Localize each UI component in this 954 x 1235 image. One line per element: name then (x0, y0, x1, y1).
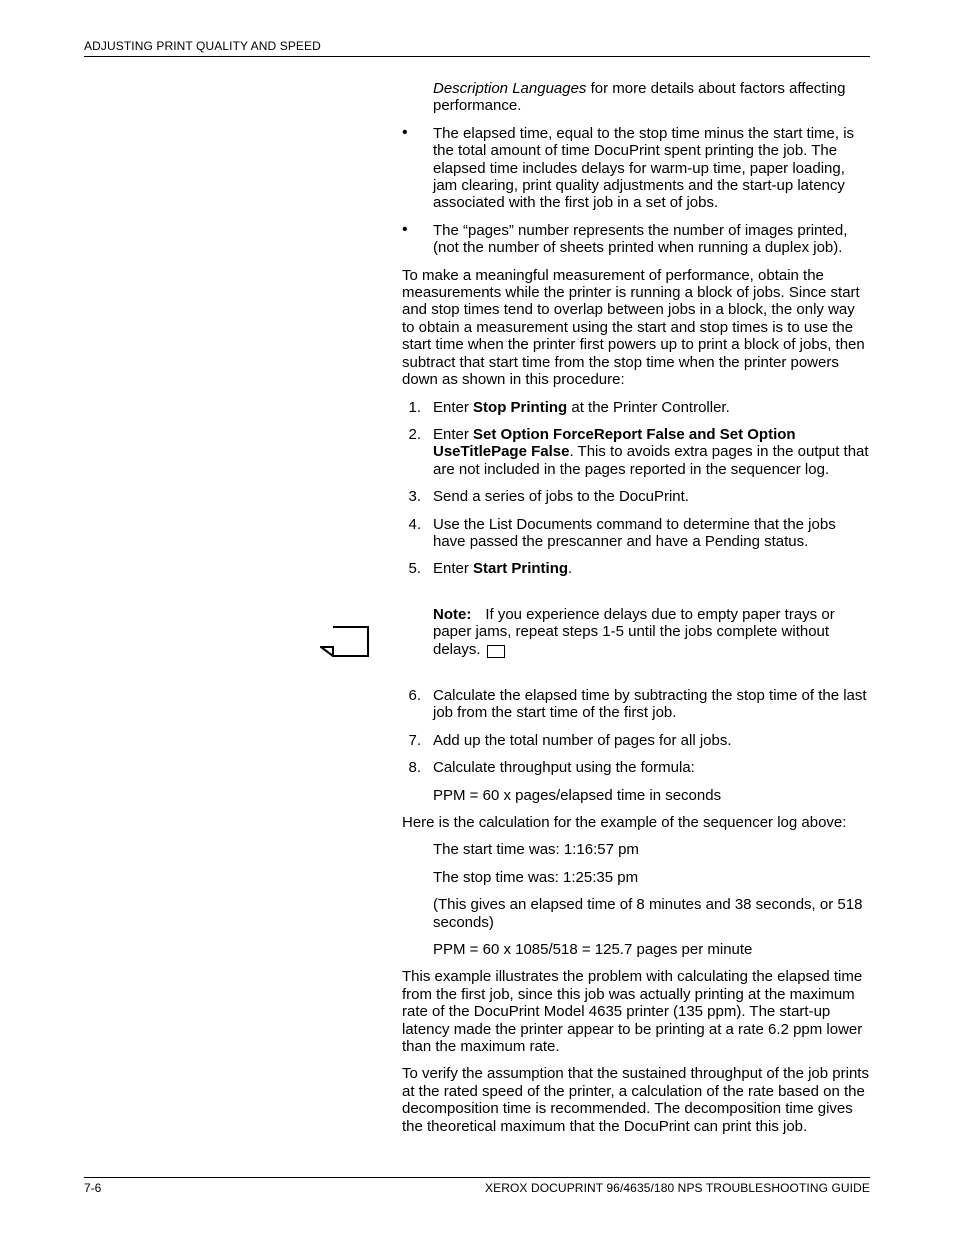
step-number: 1. (408, 398, 421, 416)
verification-paragraph: To verify the assumption that the sustained throughput of the job prints at the rated speed of the printer, a calculation of the rate based on the decomposition time is recommended. The decomposition time gives the theoretical maximum that the DocuPrint can print this job. (402, 1065, 869, 1135)
step-number: 5. (408, 560, 421, 578)
intro-text: for more details about factors affecting performance. (433, 80, 846, 115)
example-intro: Here is the calculation for the example of the sequencer log above: (402, 814, 847, 831)
note-text: If you experience delays due to empty paper trays or paper jams, repeat steps 1-5 until the jobs complete without delays. (433, 605, 835, 658)
step-number: 6. (408, 686, 421, 704)
bullet-item (402, 222, 870, 257)
step-command: Stop Printing (473, 398, 568, 416)
bullet-text: The elapsed time, equal to the stop time minus the start time, is the total amount of time DocuPrint spent printing the job. The elapsed time includes delays for warm-up time, paper loading, jam clearing, print quality adjustments and the start-up latency associated with the first job in a set of jobs. (433, 124, 855, 212)
note-icon (320, 626, 370, 658)
step-number: 2. (408, 425, 421, 443)
step-text: Enter (433, 425, 474, 443)
step-text: Enter (433, 398, 474, 416)
bullet-icon: • (402, 220, 408, 238)
step-item (402, 759, 870, 776)
guide-title: XEROX DOCUPRINT 96/4635/180 NPS TROUBLESHOOTING GUIDE (485, 1181, 870, 1195)
intro-italic: Description Languages (433, 80, 587, 97)
example-line: The start time was: 1:16:57 pm (433, 841, 639, 859)
step-number: 3. (408, 488, 421, 506)
bullet-icon: • (402, 123, 408, 141)
page-body (402, 80, 870, 1145)
note-block (433, 606, 870, 658)
step-text: Calculate the elapsed time by subtracting the stop time of the last job from the start time of the first job. (433, 686, 867, 722)
step-text: Send a series of jobs to the DocuPrint. (433, 488, 689, 506)
step-text: Use the List Documents command to determine that the jobs have passed the prescanner and have a Pending status. (433, 515, 836, 550)
running-header: ADJUSTING PRINT QUALITY AND SPEED (84, 39, 321, 53)
step-item (402, 516, 870, 551)
step-text: Add up the total number of pages for all jobs. (433, 731, 732, 749)
step-number: 4. (408, 515, 421, 533)
example-explanation: This example illustrates the problem with calculating the elapsed time from the first job, since this job was actually printing at the maximum rate of the DocuPrint Model 4635 printer (135 ppm). The start-up latency made the printer appear to be printing at a rate 6.2 ppm lower than the maximum rate. (402, 968, 863, 1056)
step-number: 8. (408, 759, 421, 777)
step-number: 7. (408, 731, 421, 749)
step-text: . (568, 560, 573, 578)
step-item (402, 687, 870, 722)
step-text: Calculate throughput using the formula: (433, 759, 695, 777)
step-item (402, 488, 870, 505)
formula: PPM = 60 x pages/elapsed time in seconds (433, 786, 722, 804)
step-command: Start Printing (473, 560, 569, 578)
step-command: Set Option ForceReport False and Set Option UseTitlePage False (433, 425, 796, 461)
header-rule (84, 56, 870, 57)
footer-rule (84, 1177, 870, 1178)
bullet-item (402, 125, 870, 212)
example-line: PPM = 60 x 1085/518 = 125.7 pages per minute (433, 941, 753, 959)
step-item (402, 426, 870, 478)
note-label: Note: (433, 605, 472, 623)
example-line: The stop time was: 1:25:35 pm (433, 868, 639, 886)
step-item (402, 399, 870, 416)
bullet-text: The “pages” number represents the number of images printed, (not the number of sheets printed when running a duplex job). (433, 221, 848, 257)
page-number: 7-6 (84, 1181, 102, 1195)
step-item (402, 560, 870, 577)
step-text: . This to avoids extra pages in the output that are not included in the pages reported in the sequencer log. (433, 443, 869, 478)
step-text: at the Printer Controller. (567, 398, 730, 416)
intro-paragraph (433, 80, 870, 115)
step-item (402, 732, 870, 749)
step-text: Enter (433, 560, 474, 578)
measurement-paragraph: To make a meaningful measurement of performance, obtain the measurements while the printer is running a block of jobs. Since start and stop times tend to overlap between jobs in a block, the only way to obtain a measurement using the start and stop times is to use the start time when the printer first powers up to print a block of jobs, then subtract that start time from the stop time when the printer powers down as shown in this procedure: (402, 266, 865, 389)
example-line: (This gives an elapsed time of 8 minutes and 38 seconds, or 518 seconds) (433, 896, 863, 931)
note-end-icon (487, 645, 505, 658)
